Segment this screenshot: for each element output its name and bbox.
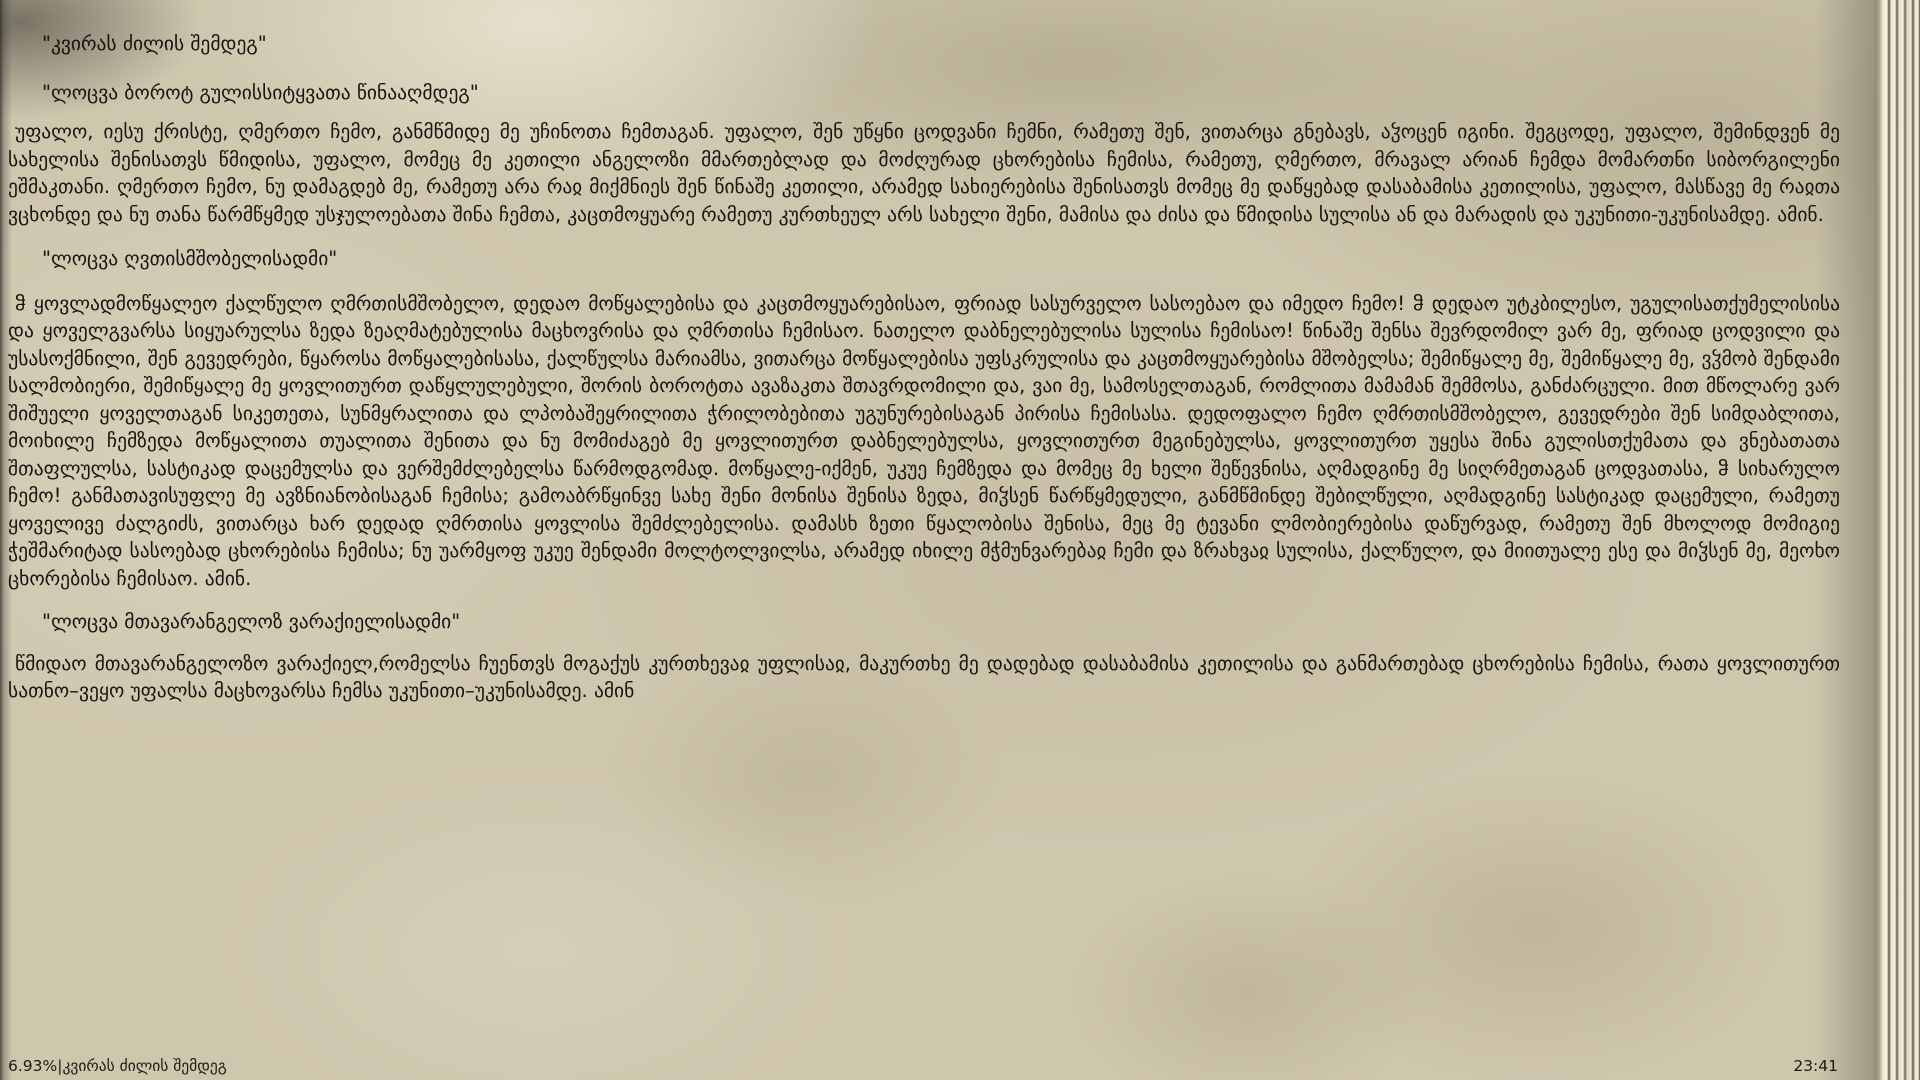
- footer-separator: |: [57, 1057, 63, 1075]
- prayer-heading: "ლოცვა ბოროტ გულისსიტყვათა წინააღმდეგ": [42, 80, 479, 104]
- footer-left: [8, 1057, 227, 1075]
- status-bar: [8, 1057, 1838, 1075]
- prayer-heading: "ლოცვა მთავარანგელოზ ვარაქიელისადმი": [42, 610, 461, 633]
- prayer-heading: "ლოცვა ღვთისმშობელისადმი": [42, 247, 338, 270]
- prayer-text: ჵ ყოვლადმოწყალეო ქალწულო ღმრთისმშობელო, დედაო მოწყალებისა და კაცთმოყუარებისაო, ფრიად სასურველო სასოებაო და იმედო ჩემო! ჵ დედაო უტკბილესო, უგულისათქუმელისისა და ყოველგვარსა სიყუარულსა ზედა ზეაღმატებულისა მაცხოვრისა და ღმრთისა ჩემისაო. ნათელო დაბნელებულისა სულისა ჩემისაო! წინაშე შენსა შევრდომილ ვარ მე, ფრიად ცოდვილი და უსასოქმნილი, შენ გევედრები, წყაროსა მოწყალებისასა, ქალწულსა მარიამსა, ვითარცა მოწყალებისა უფსკრულისა და კაცთმოყუარებისა მშობელსა; შემიწყალე მე, შემიწყალე მე, ვჴმობ შენდამი სალმობიერი, შემიწყალე მე ყოვლითურთ დაწყლულებული, შორის ბოროტთა ავაზაკთა შთავრდომილი და, ვაი მე, სამოსელთაგან, რომლითა მამამან შემმოსა, განძარცული. მით მწოლარე ვარ შიშუელი ყოველთაგან სიკეთეთა, სუნმყრალითა და ლპობაშეყრილითა ჭრილობებითა უგუნურებისაგან პირისა ჩემისასა. დედოფალო ჩემო ღმრთისმშობელო, გევედრები შენ სიმდაბლითა, მოიხილე ჩემზედა მოწყალითა თუალითა შენითა და ნუ მომიძაგებ მე ყოვლითურთ დაბნელებულსა, ყოვლითურთ მეგინებულსა, ყოვლითურთ უყესა შინა გულისთქუმათა და ვნებათათა შთაფლულსა, სასტიკად დაცემულსა და ვერშემძლებელსა წარმოდგომად. მოწყალე-იქმენ, უკუე ჩემზედა და მომეც მე ხელი შეწევნისა, აღმადგინე მე სიღრმეთაგან ცოდვათასა, ჵ სიხარულო ჩემო! განმათავისუფლე მე ავზნიანობისაგან ჩემისა; გამოაბრწყინვე სახე შენი მონისა შენისა ზედა, მიჴსენ წარწყმედული, განმწმინდე შებილწული, აღმადგინე სასტიკად დაცემული, რამეთუ ყოველივე ძალგიძს, ვითარცა ხარ დედად ღმრთისა ყოვლისა შემძლებელისა. დამასხ ზეთი წყალობისა შენისა, მეც მე ტევანი ლმობიერებისა დაწურვად, რამეთუ შენ მხოლოდ მომიგიე ჭეშმარიტად სასოებად ცხორებისა ჩემისა; ნუ უარმყოფ უკუე შენდამი მოლტოლვილსა, არამედ იხილე მჭმუნვარებაჲ ჩემი და ზრახვაჲ სულისა, ქალწულო, და მიითუალე ესე და მიჴსენ მე, მეოხო ცხორებისა ჩემისაო. ამინ.: [8, 291, 1840, 590]
- reading-progress: 6.93%: [8, 1057, 58, 1075]
- footer-chapter-title: კვირას ძილის შემდეგ: [62, 1057, 227, 1075]
- chapter-title: "კვირას ძილის შემდეგ": [42, 32, 267, 55]
- clock: 23:41: [1793, 1057, 1838, 1075]
- prayer-section: [8, 608, 1840, 705]
- prayer-text: წმიდაო მთავარანგელოზო ვარაქიელ,რომელსა ჩუენთვს მოგაქუს კურთხევაჲ უფლისაჲ, მაკურთხე მე დადებად დასაბამისა კეთილისა და განმართებად ცხორებისა ჩემისა, რათა ყოვლითურთ სათნო–ვეყო უფალსა მაცხოვარსა ჩემსა უკუნითი–უკუნისამდე. ამინ: [8, 651, 1840, 702]
- prayer-text: უფალო, იესუ ქრისტე, ღმერთო ჩემო, განმწმიდე მე უჩინოთა ჩემთაგან. უფალო, შენ უწყნი ცოდვანი ჩემნი, რამეთუ შენ, ვითარცა გნებავს, აჴოცენ იგინი. შეგცოდე, უფალო, შემინდვენ მე სახელისა შენისათვს წმიდისა, უფალო, მომეც მე კეთილი ანგელოზი მმართებლად და მოძღურად ცხორებისა ჩემისა, რამეთუ, ღმერთო, მრავალ არიან ჩემდა მომართნი სიბორგილენი ეშმაკთანი. ღმერთო ჩემო, ნუ დამაგდებ მე, რამეთუ არა რაჲ მიქმნიეს შენ წინაშე კეთილი, არამედ სახიერებისა შენისათვს მომეც მე დაწყებად დასაბამისა კეთილისა, უფალო, მასწავე მე რაჲთა ვცხონდე და ნუ თანა წარმწყმედ უსჯულოებათა შინა ჩემთა, კაცთმოყუარე რამეთუ კურთხეულ არს სახელი შენი, მამისა და ძისა და წმიდისა სულისა ან და მარადის და უკუნითი-უკუნისამდე. ამინ.: [8, 120, 1840, 226]
- prayer-section: [8, 79, 1840, 229]
- prayer-section: [8, 245, 1840, 592]
- reading-area: [8, 30, 1840, 705]
- page-turn-edge[interactable]: [1874, 0, 1920, 1080]
